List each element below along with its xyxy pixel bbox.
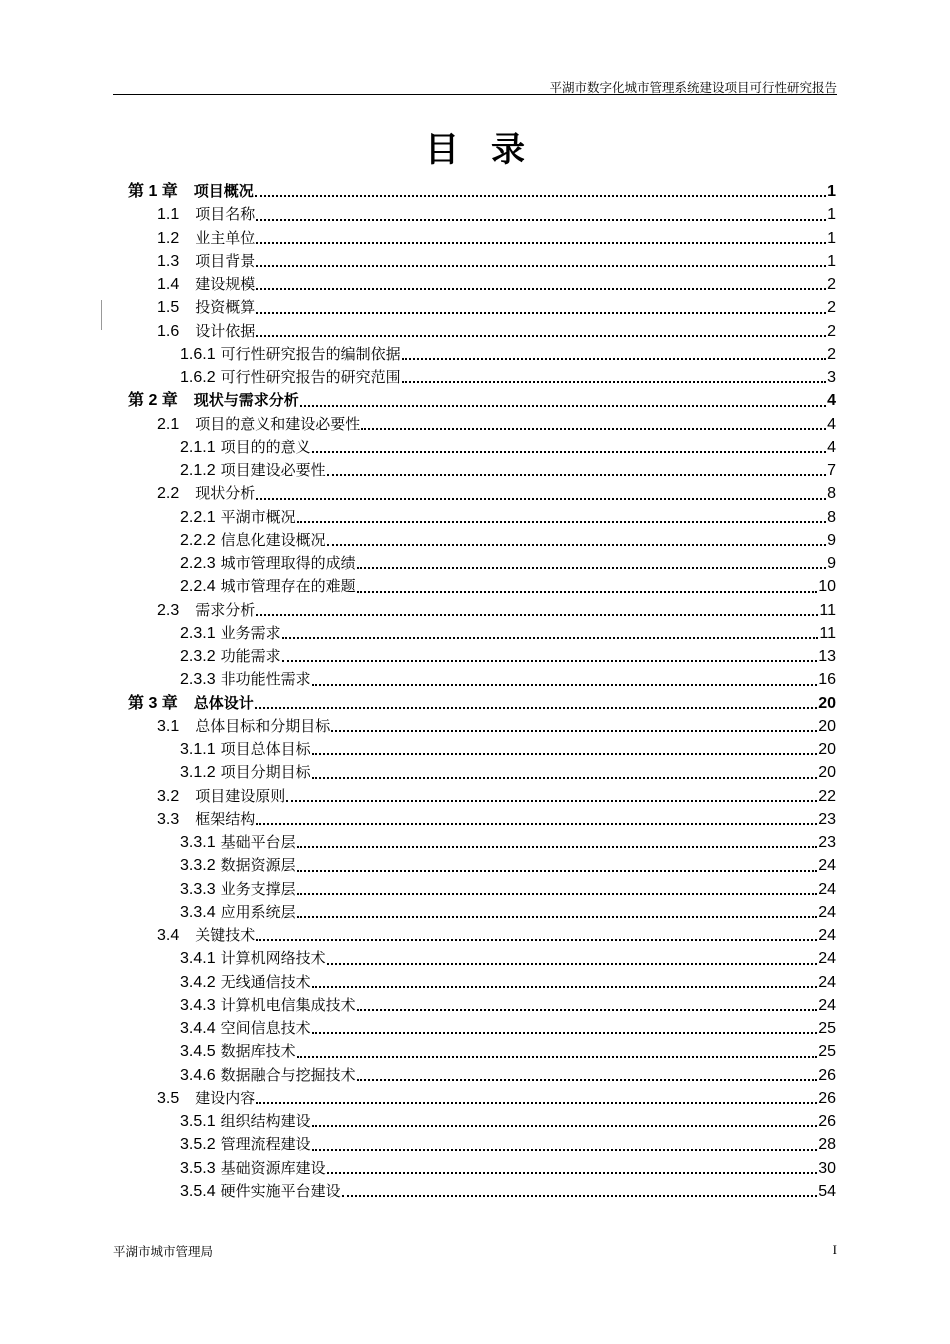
toc-entry-number: 3.4.5 [180,1043,216,1061]
toc-entry-number: 3.1.2 [180,764,216,782]
toc-entry-number: 3.4.1 [180,950,216,968]
toc-entry[interactable] [128,785,836,808]
toc-entry-number: 1.6.2 [180,369,216,386]
toc-entry-label [180,1133,311,1156]
toc-dot-leader [297,908,818,918]
toc-entry[interactable] [128,1087,836,1110]
toc-entry[interactable] [128,366,836,389]
toc-entry-text: 项目建设必要性 [220,461,326,479]
toc-entry-label [128,389,299,412]
toc-entry-page: 54 [818,1182,836,1200]
toc-dot-leader [256,327,826,337]
toc-entry-number: 3.4.6 [180,1066,216,1084]
toc-entry-number: 第 2 章 [128,392,178,410]
toc-entry-text: 城市管理取得的成绩 [220,554,356,572]
toc-entry-text: 功能需求 [220,647,281,665]
toc-entry-label [128,180,254,203]
toc-entry-label [128,692,254,715]
toc-entry-number: 2.2 [157,485,180,503]
toc-entry-page: 1 [827,229,836,247]
toc-entry[interactable] [128,947,836,970]
toc-entry-text: 应用系统层 [220,902,296,921]
toc-entry-label [180,1064,356,1087]
toc-entry-label [180,366,401,389]
toc-dot-leader [357,1071,818,1081]
toc-entry-text: 管理流程建设 [220,1135,311,1154]
toc-entry-text: 无线通信技术 [220,972,311,991]
header-title: 平湖市数字化城市管理系统建设项目可行性研究报告 [549,80,837,95]
toc-entry-text: 项目背景 [195,251,256,270]
toc-entry-number: 2.2.2 [180,531,216,549]
toc-entry[interactable] [128,994,836,1017]
toc-entry-text: 数据资源层 [220,856,296,875]
toc-entry[interactable] [128,924,836,947]
toc-entry-label [157,250,255,273]
toc-entry[interactable] [128,227,836,250]
toc-entry-page: 20 [818,741,836,758]
toc-entry-page: 24 [818,857,836,875]
toc-entry-page: 20 [818,764,836,782]
toc-entry-text: 项目分期目标 [220,763,311,782]
toc-dot-leader [282,629,819,639]
toc-entry-label [180,1017,311,1040]
toc-entry[interactable] [128,738,836,761]
toc-entry-text: 项目的意义和建设必要性 [195,414,361,433]
toc-entry-text: 项目名称 [195,205,256,224]
toc-entry-label [180,1157,326,1180]
toc-entry-number: 2.3 [157,601,180,619]
toc-entry-page: 7 [827,462,836,479]
toc-entry-page: 4 [827,415,836,433]
toc-entry-label [180,1110,311,1133]
toc-dot-leader [312,1024,818,1034]
toc-entry-label [157,413,360,436]
toc-dot-leader [312,676,818,686]
toc-entry-number: 1.2 [157,229,180,247]
toc-entry-text: 数据融合与挖掘技术 [220,1065,356,1084]
toc-entry-text: 现状分析 [195,484,256,503]
toc-entry-number: 1.4 [157,276,180,293]
toc-entry-label [180,1180,341,1203]
toc-entry-number: 1.6.1 [180,345,216,363]
toc-dot-leader [256,304,826,314]
toc-entry-label [180,552,356,575]
toc-entry-text: 城市管理存在的难题 [220,577,356,596]
toc-entry-page: 24 [818,927,836,944]
toc-entry-number: 1.5 [157,299,180,317]
toc-entry[interactable] [128,250,836,273]
toc-entry[interactable] [128,1040,836,1063]
toc-entry[interactable] [128,622,836,645]
toc-dot-leader [256,280,826,290]
toc-entry-page: 1 [827,206,836,224]
toc-dot-leader [255,699,817,709]
toc-dot-leader [312,978,818,988]
toc-entry[interactable] [128,599,836,622]
toc-entry[interactable] [128,831,836,854]
toc-entry[interactable] [128,645,836,668]
toc-entry-page: 8 [827,485,836,503]
toc-entry-number: 2.2.1 [180,508,216,526]
toc-dot-leader [327,955,818,965]
toc-entry-number: 2.1 [157,415,180,433]
toc-entry-label [157,599,255,622]
toc-entry-label [157,203,255,226]
toc-entry-number: 3.5.1 [180,1113,216,1130]
toc-entry[interactable] [128,1017,836,1040]
toc-entry[interactable] [128,296,836,319]
toc-entry-page: 26 [818,1089,836,1107]
toc-entry-text: 项目总体目标 [220,740,311,758]
toc-dot-leader [297,1048,818,1058]
toc-entry-number: 1.6 [157,322,180,340]
toc-entry-number: 2.3.1 [180,624,216,642]
toc-dot-leader [255,187,826,197]
toc-entry-number: 第 1 章 [128,183,178,200]
toc-entry-label [180,668,311,691]
toc-entry-label [180,971,311,994]
table-of-contents [128,180,836,1203]
toc-entry-page: 24 [818,996,836,1014]
toc-entry-text: 组织结构建设 [220,1112,311,1130]
toc-entry-label [180,436,311,459]
toc-entry-text: 业务需求 [220,623,281,642]
toc-dot-leader [312,1117,818,1127]
toc-entry-number: 1.1 [157,206,180,224]
toc-dot-leader [342,1187,818,1197]
toc-dot-leader [331,722,817,732]
toc-entry-label [180,761,311,784]
toc-entry-number: 3.5.2 [180,1136,216,1154]
toc-entry[interactable] [128,1133,836,1156]
toc-entry-number: 3.4.4 [180,1020,216,1037]
toc-entry-label [157,320,255,343]
toc-entry-label [180,947,326,970]
toc-entry[interactable] [128,1064,836,1087]
toc-entry-page: 8 [827,508,836,526]
toc-dot-leader [312,745,818,755]
toc-entry-label [180,1040,296,1063]
toc-entry-page: 10 [818,578,836,596]
toc-dot-leader [312,769,818,779]
toc-entry-number: 3.3.1 [180,834,216,851]
toc-entry-text: 需求分析 [195,600,256,619]
toc-entry-page: 26 [818,1066,836,1084]
toc-entry-label [180,622,281,645]
toc-entry-page: 2 [827,322,836,340]
toc-entry-text: 投资概算 [195,298,256,317]
toc-entry-label [157,296,255,319]
toc-entry[interactable] [128,459,836,482]
toc-dot-leader [357,559,826,569]
toc-dot-leader [286,792,817,802]
toc-dot-leader [256,931,817,941]
toc-title: 目录 [425,130,557,170]
toc-entry-page: 11 [819,624,836,642]
toc-entry-label [180,994,356,1017]
toc-entry-number: 3.3 [157,810,180,828]
toc-entry-text: 设计依据 [195,321,256,340]
footer-page-number: I [832,1242,837,1257]
toc-entry-label [180,343,401,366]
toc-entry[interactable] [128,506,836,529]
toc-entry-text: 业务支撑层 [220,879,296,898]
toc-dot-leader [256,234,826,244]
margin-mark [101,300,102,330]
toc-entry-number: 3.4 [157,927,180,944]
toc-entry-text: 项目概况 [193,182,254,200]
toc-entry-page: 26 [818,1113,836,1130]
toc-entry-text: 平湖市概况 [220,507,296,526]
toc-entry[interactable] [128,808,836,831]
toc-entry-page: 24 [818,880,836,898]
toc-dot-leader [357,583,818,593]
toc-entry-text: 基础资源库建设 [220,1158,326,1177]
toc-entry-number: 2.2.4 [180,578,216,596]
toc-entry-page: 25 [818,1043,836,1061]
toc-entry-number: 3.2 [157,787,180,805]
toc-entry[interactable] [128,389,836,412]
toc-entry-page: 25 [818,1020,836,1037]
toc-entry-text: 总体设计 [193,693,254,712]
toc-dot-leader [256,257,826,267]
toc-dot-leader [402,373,826,383]
toc-entry-page: 1 [827,252,836,270]
toc-entry-label [157,227,255,250]
toc-dot-leader [256,490,826,500]
toc-entry-text: 总体目标和分期目标 [195,716,331,735]
toc-entry-text: 硬件实施平台建设 [220,1181,341,1200]
toc-entry-label [157,1087,255,1110]
toc-entry-label [157,482,255,505]
toc-entry[interactable] [128,854,836,877]
toc-entry-label [180,645,281,668]
toc-entry-label [180,878,296,901]
toc-entry-text: 现状与需求分析 [193,391,299,410]
toc-entry[interactable] [128,901,836,924]
toc-entry[interactable] [128,1110,836,1133]
toc-entry-number: 3.4.3 [180,996,216,1014]
toc-entry[interactable] [128,878,836,901]
toc-entry-page: 23 [818,810,836,828]
toc-entry-page: 24 [818,903,836,921]
toc-entry-page: 4 [827,438,836,456]
footer-organization: 平湖市城市管理局 [113,1244,214,1259]
toc-entry-label [180,901,296,924]
toc-dot-leader [297,513,826,523]
toc-dot-leader [361,420,826,430]
toc-entry-label [157,715,330,738]
toc-entry-label [180,738,311,761]
toc-entry-page: 16 [818,671,836,689]
toc-entry-number: 2.1.2 [180,462,216,479]
toc-entry-page: 2 [827,276,836,293]
toc-entry-page: 2 [827,299,836,317]
toc-entry-page: 2 [827,345,836,363]
toc-dot-leader [327,466,826,476]
toc-entry-number: 2.3.3 [180,671,216,689]
toc-entry-page: 23 [818,834,836,851]
toc-entry[interactable] [128,180,836,203]
toc-entry-number: 3.5 [157,1089,180,1107]
toc-entry-text: 可行性研究报告的研究范围 [220,368,401,386]
toc-entry-label [180,459,326,482]
toc-entry-page: 9 [827,555,836,572]
toc-entry-page: 9 [827,531,836,549]
toc-entry[interactable] [128,971,836,994]
toc-entry-text: 非功能性需求 [220,670,311,689]
toc-entry[interactable] [128,203,836,226]
toc-entry[interactable] [128,761,836,784]
toc-dot-leader [282,652,818,662]
toc-entry-number: 第 3 章 [128,694,178,712]
toc-dot-leader [327,1164,818,1174]
toc-entry-page: 24 [818,950,836,968]
toc-entry[interactable] [128,1180,836,1203]
toc-entry[interactable] [128,715,836,738]
toc-entry-page: 24 [818,973,836,991]
toc-entry-label [180,854,296,877]
toc-entry-number: 3.5.3 [180,1159,216,1177]
toc-entry-page: 3 [827,369,836,386]
toc-entry-text: 建设内容 [195,1088,256,1107]
toc-entry-page: 13 [818,648,836,665]
toc-entry-page: 1 [827,183,836,200]
toc-entry-text: 可行性研究报告的编制依据 [220,344,401,363]
toc-entry-text: 基础平台层 [220,833,296,851]
toc-entry[interactable] [128,482,836,505]
toc-dot-leader [357,1001,818,1011]
toc-dot-leader [402,350,826,360]
toc-entry-page: 30 [818,1159,836,1177]
toc-entry-label [180,575,356,598]
toc-entry-page: 22 [818,787,836,805]
toc-entry-label [180,529,326,552]
toc-entry[interactable] [128,436,836,459]
toc-dot-leader [297,838,818,848]
toc-dot-leader [327,536,826,546]
toc-entry-text: 关键技术 [195,926,256,944]
toc-dot-leader [256,1094,817,1104]
header-rule [113,94,837,95]
toc-entry-number: 3.3.4 [180,903,216,921]
toc-entry-label [157,785,285,808]
toc-entry[interactable] [128,692,836,715]
toc-entry-label [157,273,255,296]
toc-entry-page: 28 [818,1136,836,1154]
toc-entry[interactable] [128,343,836,366]
toc-entry[interactable] [128,575,836,598]
toc-entry-text: 框架结构 [195,809,256,828]
toc-entry-text: 建设规模 [195,275,256,293]
toc-entry[interactable] [128,273,836,296]
toc-entry-number: 3.3.3 [180,880,216,898]
toc-entry-text: 空间信息技术 [220,1019,311,1037]
toc-entry-number: 3.1.1 [180,741,216,758]
toc-dot-leader [297,862,818,872]
toc-entry[interactable] [128,529,836,552]
toc-entry-page: 11 [819,601,836,619]
toc-entry[interactable] [128,320,836,343]
toc-dot-leader [312,443,826,453]
toc-entry-number: 3.1 [157,717,180,735]
toc-entry-number: 3.5.4 [180,1182,216,1200]
toc-dot-leader [256,606,818,616]
toc-entry[interactable] [128,413,836,436]
toc-entry[interactable] [128,668,836,691]
toc-entry-text: 业主单位 [195,228,256,247]
toc-entry[interactable] [128,552,836,575]
toc-dot-leader [256,211,826,221]
toc-entry-text: 项目的的意义 [220,437,311,456]
toc-entry-text: 计算机电信集成技术 [220,995,356,1014]
toc-dot-leader [256,815,817,825]
toc-dot-leader [297,885,818,895]
toc-entry-number: 2.2.3 [180,555,216,572]
toc-entry-label [157,808,255,831]
toc-dot-leader [300,397,826,407]
toc-entry-text: 数据库技术 [220,1042,296,1061]
toc-entry-number: 3.3.2 [180,857,216,875]
toc-entry-page: 20 [818,694,836,712]
toc-entry-text: 项目建设原则 [195,786,286,805]
toc-entry-label [157,924,255,947]
toc-entry-page: 20 [818,717,836,735]
toc-entry-number: 3.4.2 [180,973,216,991]
toc-entry-label [180,831,296,854]
toc-entry-page: 4 [827,392,836,410]
toc-entry-number: 2.3.2 [180,648,216,665]
toc-entry-number: 1.3 [157,252,180,270]
toc-entry-number: 2.1.1 [180,438,216,456]
toc-dot-leader [312,1141,818,1151]
toc-entry[interactable] [128,1157,836,1180]
toc-entry-label [180,506,296,529]
toc-entry-text: 计算机网络技术 [220,949,326,968]
toc-entry-text: 信息化建设概况 [220,530,326,549]
